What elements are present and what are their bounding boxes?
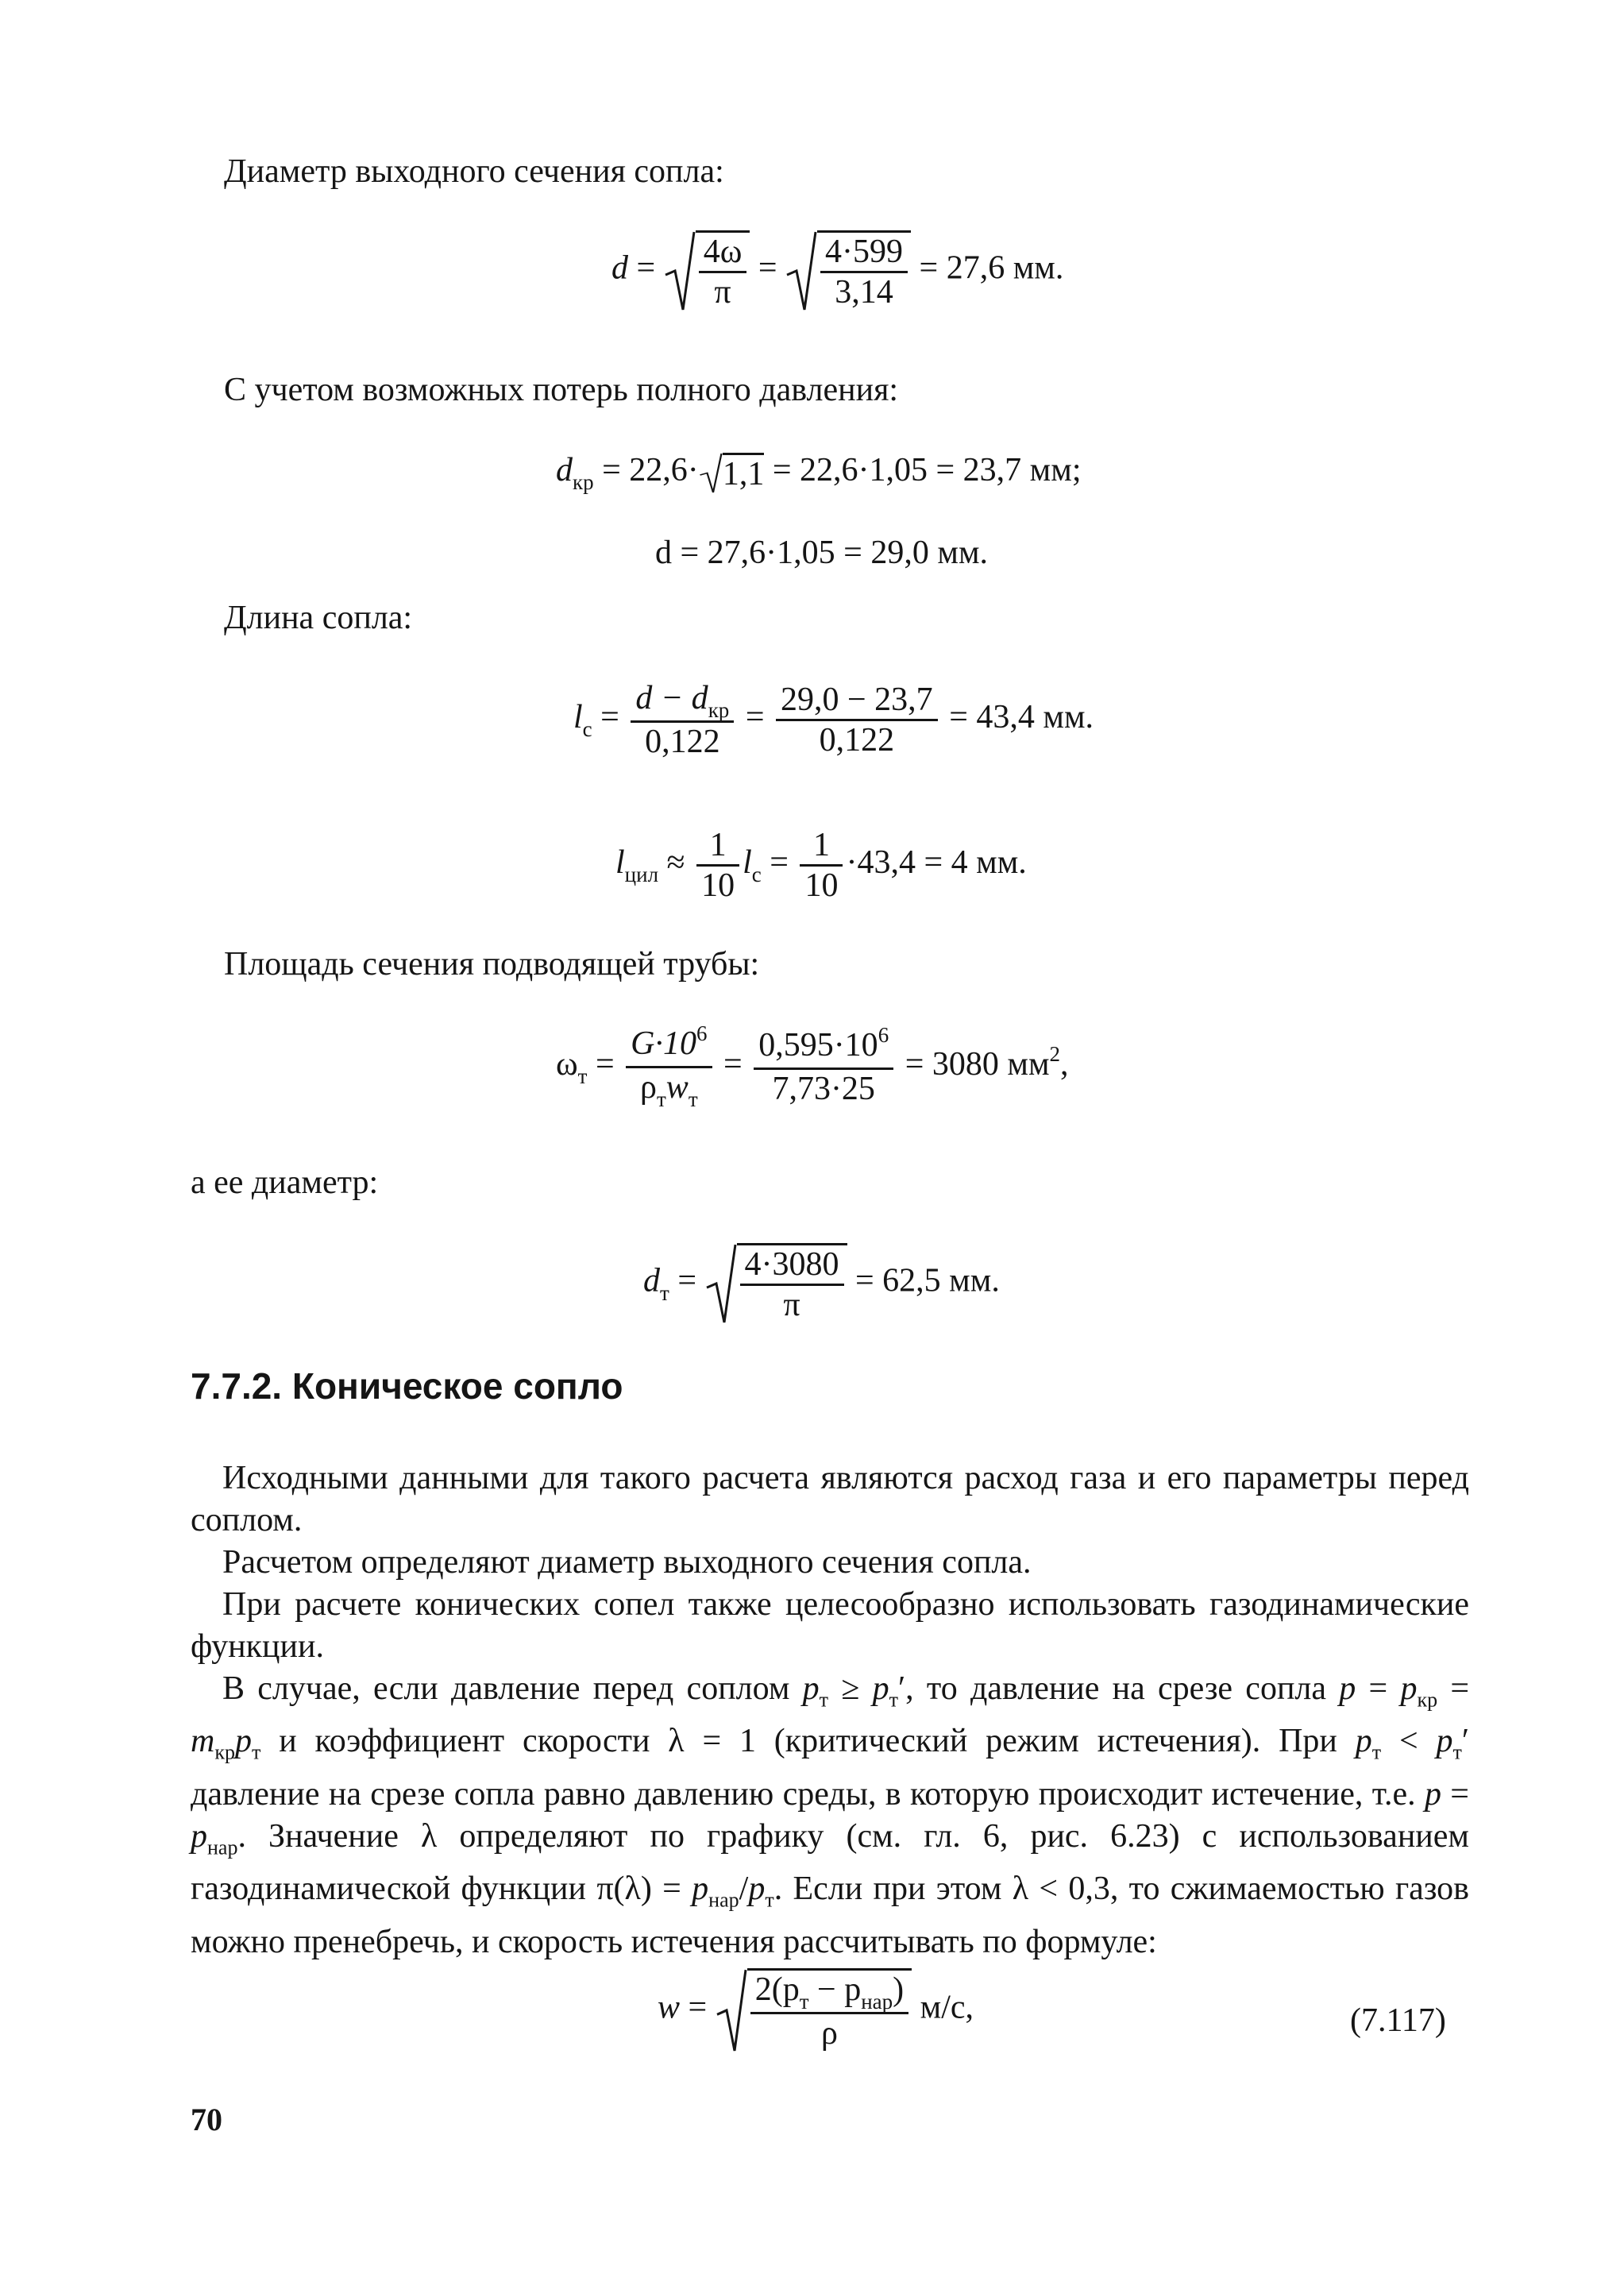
- eq1-num1: 4ω: [699, 233, 747, 273]
- paragraph-2: Расчетом определяют диаметр выходного сечения сопла.: [222, 1544, 1032, 1581]
- body-text: [191, 1457, 1469, 1963]
- equation-2: [556, 451, 1082, 493]
- eq6-lhs-sub: т: [577, 1064, 588, 1089]
- eq2-rad-value: 1,1: [723, 453, 765, 493]
- equation-1: d = $\frac{4\omega}{\pi}$ = $\frac{4\cdot 599}{3,14}$ = 27,6 мм.: [611, 230, 1063, 311]
- eq1-radical-2: [785, 230, 911, 311]
- label-length: Длина сопла:: [224, 600, 413, 636]
- equation-7: $d_т$ = $\frac{4\cdot 3080}{\pi}$ = 62,5 мм.: [643, 1243, 1000, 1324]
- eq7-lhs-sub: т: [660, 1280, 669, 1305]
- eq8-unit: м/с,: [920, 1989, 974, 2026]
- eq6-den2: 7,73·25: [772, 1071, 875, 1107]
- eq6-lhs: ω: [556, 1046, 578, 1083]
- eq6-num1: $G\cdot 10^6$: [626, 1025, 712, 1068]
- eq2-rest: = 22,6·1,05 = 23,7 мм;: [772, 452, 1082, 488]
- paragraph-1: Исходными данными для такого расчета являются расход газа и его параметры перед соплом.: [191, 1460, 1469, 1539]
- eq2-lhs-sub: кр: [573, 470, 594, 494]
- eq5-mid-sub: с: [751, 863, 762, 887]
- eq5-mid: l: [743, 844, 752, 882]
- section-heading: 7.7.2. Коническое сопло: [191, 1365, 623, 1407]
- eq5-num2: 1: [800, 826, 843, 867]
- eq4-num1: $d - d_{кр}$: [631, 679, 734, 723]
- equation-3: d = 27,6·1,05 = 29,0 мм.: [655, 535, 989, 571]
- eq6-den1: $\rho_тw_т$: [640, 1069, 698, 1111]
- eq5-lhs-sub: цил: [624, 863, 659, 887]
- eq2-radical: [699, 453, 765, 493]
- equation-8: w = $2(p_т - p_{нар})$ ρ м/с,: [658, 1968, 974, 2052]
- equation-number: (7.117): [1350, 2002, 1446, 2039]
- eq4-lhs-sub: с: [582, 717, 592, 742]
- eq1-radical-1: [664, 230, 750, 311]
- eq6-result: = 3080 $мм^2$,: [905, 1042, 1069, 1083]
- eq1-num2: 4·599: [820, 233, 908, 273]
- eq1-lhs: d: [611, 249, 628, 287]
- eq8-num: $2(p_т - p_{нар})$: [750, 1971, 908, 2014]
- eq1-den1: π: [714, 274, 731, 311]
- eq4-den1: 0,122: [645, 724, 720, 760]
- eq6-num2: $0,595\cdot 10^6$: [754, 1026, 893, 1070]
- paragraph-4: В случае, если давление перед соплом $p_т \ge p_т'$, то давление на срезе сопла $p = p_{кр} = m_{кр}p_т$ и коэффициент скорости λ = 1 (критический режим истечения). При $p_т < p_т'$ давление на срезе сопла равно давлению среды, в которую происходит истечение, т.е. $p = p_{нар}$. Значение λ определяют по графику (см. гл. 6, рис. 6.23) с использованием газодинамической функции $\pi(\lambda) = p_{нар}/p_т$. Если при этом λ < 0,3, то сжимаемостью газов можно пренебречь, и скорость истечения рассчитывать по формуле:: [191, 1670, 1470, 1960]
- eq7-radical: [705, 1243, 847, 1324]
- eq4-result: = 43,4 мм.: [949, 699, 1094, 736]
- eq5-lhs: l: [615, 844, 625, 882]
- eq5-den2: 10: [804, 867, 839, 904]
- eq7-den: π: [783, 1287, 800, 1323]
- label-nozzle-diameter: Диаметр выходного сечения сопла:: [224, 153, 724, 190]
- eq8-den: ρ: [820, 2015, 838, 2052]
- paragraph-3: При расчете конических сопел также целесообразно использовать газодинамические функции.: [191, 1586, 1469, 1665]
- eq7-result: = 62,5 мм.: [855, 1262, 1000, 1299]
- eq4-num2: 29,0 − 23,7: [776, 681, 938, 721]
- eq2-lhs: d: [556, 452, 573, 488]
- label-area: Площадь сечения подводящей трубы:: [224, 946, 760, 983]
- equation-5: $l_{цил}$ ≈ $\frac{1}{10}$ $l_с$ = $\frac{1}{10}$ ·43,4 = 4 мм.: [615, 827, 1027, 904]
- eq4-den2: 0,122: [819, 722, 895, 759]
- eq7-lhs: d: [643, 1262, 660, 1299]
- eq5-result: ·43,4 = 4 мм.: [846, 844, 1027, 882]
- page-number: 70: [191, 2102, 222, 2137]
- eq5-approx: ≈: [666, 844, 685, 882]
- eq8-radical: [716, 1968, 912, 2052]
- equation-6: $\omega_т$ = $G\cdot 10^6$ $\rho_тw_т$ = $\frac{0,595\cdot 10^6}{7,73\cdot 25}$ = 3080 $мм^2$,: [556, 1021, 1069, 1111]
- eq8-lhs: w: [658, 1989, 681, 2026]
- eq2-text: = 22,6·: [602, 452, 699, 488]
- eq5-num1: 1: [696, 826, 739, 867]
- eq5-den1: 10: [701, 867, 735, 904]
- label-diameter: а ее диаметр:: [191, 1164, 379, 1201]
- eq7-num: 4·3080: [740, 1245, 844, 1286]
- eq1-den2: 3,14: [835, 274, 893, 311]
- eq1-result: = 27,6 мм.: [919, 249, 1064, 287]
- equation-4: $l_с$ = $d - d_{кр}$ 0,122 = $\frac{29,0 - 23,7}{0,122}$ = 43,4 мм.: [573, 680, 1094, 760]
- label-losses: С учетом возможных потерь полного давления:: [224, 372, 899, 408]
- eq4-lhs: l: [573, 699, 583, 736]
